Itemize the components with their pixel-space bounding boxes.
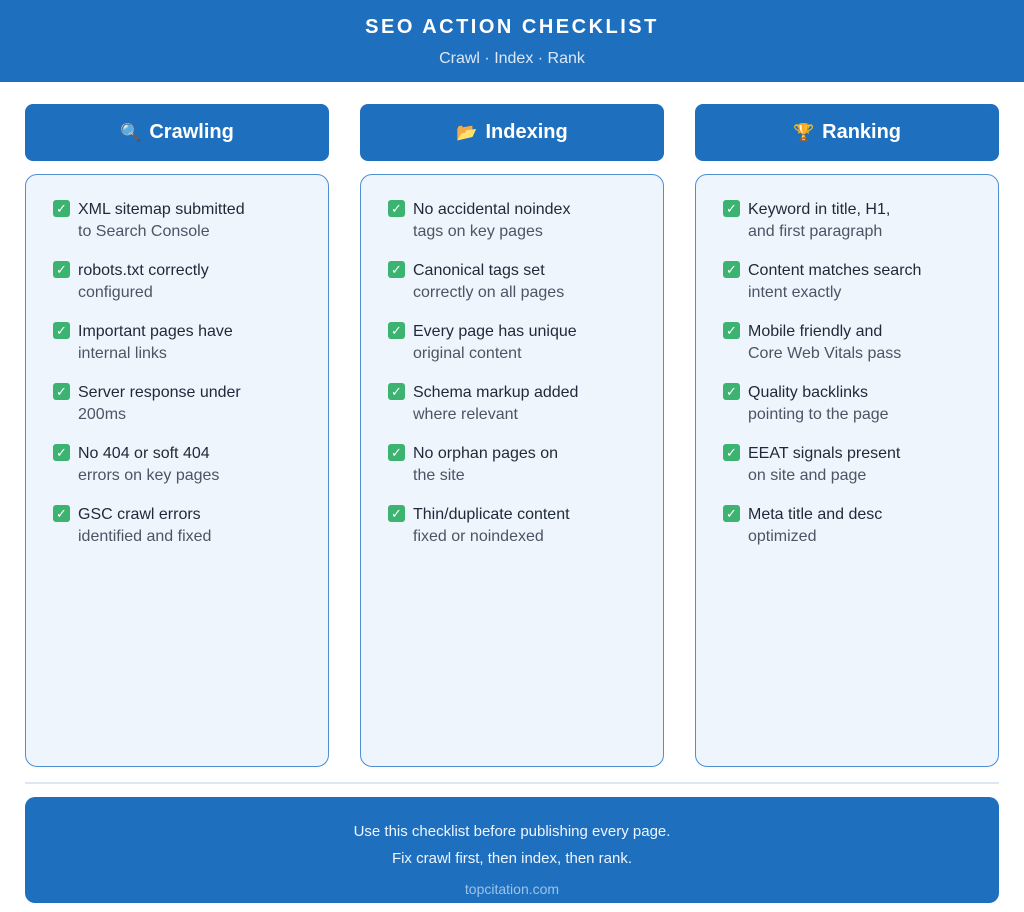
checkmark-icon: ✓ [388, 261, 405, 278]
column-panel-indexing [360, 174, 664, 767]
checklist-item-line-2: the site [413, 466, 465, 484]
checklist-item-text [78, 199, 245, 242]
checkmark-icon: ✓ [388, 444, 405, 461]
magnifier-icon: 🔍 [120, 122, 142, 142]
checklist-item-text [748, 199, 890, 242]
checklist-item [53, 321, 318, 364]
checkmark-icon: ✓ [53, 505, 70, 522]
checkmark-icon: ✓ [53, 444, 70, 461]
checklist-item-text [78, 382, 241, 425]
checklist-item-line-1: Meta title and desc [748, 506, 883, 523]
checklist-item-line-2: where relevant [413, 405, 518, 423]
checklist-item-line-2: 200ms [78, 405, 127, 423]
checkmark-icon: ✓ [388, 200, 405, 217]
checklist-item-text [413, 443, 558, 486]
checklist-item-line-1: robots.txt correctly [78, 262, 209, 279]
checklist-item-line-1: Keyword in title, H1, [748, 201, 891, 218]
checklist-item-line-2: Core Web Vitals pass [748, 344, 902, 362]
checklist-item [388, 443, 653, 486]
checklist-item [388, 260, 653, 303]
checklist-item-text [748, 443, 900, 486]
checklist-item-text [413, 321, 577, 364]
checklist-item-line-1: No accidental noindex [413, 201, 571, 218]
checklist-item [723, 382, 988, 425]
checklist-item-line-2: intent exactly [748, 283, 842, 301]
checklist-item-line-2: pointing to the page [748, 405, 889, 423]
checkmark-icon: ✓ [723, 200, 740, 217]
checklist-item-line-2: tags on key pages [413, 222, 543, 240]
checklist-item-line-1: No orphan pages on [413, 445, 558, 462]
checklist-item-line-2: correctly on all pages [413, 283, 565, 301]
checklist-item-line-1: Content matches search [748, 262, 922, 279]
column-title: Indexing [485, 121, 568, 143]
checklist-item-line-1: GSC crawl errors [78, 506, 201, 523]
checkmark-icon: ✓ [723, 383, 740, 400]
checkmark-icon: ✓ [53, 383, 70, 400]
footer-line-2: Fix crawl first, then index, then rank. [391, 850, 633, 867]
checklist-item-text [78, 321, 233, 364]
footer-banner [25, 797, 999, 903]
checklist-item-line-2: fixed or noindexed [413, 527, 544, 545]
checklist-item [388, 199, 653, 242]
checklist-item-line-1: Thin/duplicate content [413, 506, 570, 523]
checkmark-icon: ✓ [388, 505, 405, 522]
checklist-item-line-1: EEAT signals present [748, 445, 901, 462]
checklist-item-text [78, 443, 219, 486]
checkmark-icon: ✓ [388, 322, 405, 339]
checklist-item-line-1: Quality backlinks [748, 384, 869, 401]
checklist-item-line-2: and first paragraph [748, 222, 883, 240]
checklist-item [723, 260, 988, 303]
checklist-item-line-2: configured [78, 283, 153, 301]
checklist-item [53, 443, 318, 486]
checklist-item-line-1: XML sitemap submitted [78, 201, 245, 218]
page-title: SEO ACTION CHECKLIST [365, 16, 659, 38]
column-panel-ranking [695, 174, 999, 767]
column-title: Ranking [822, 121, 902, 143]
checklist-item-text [78, 504, 211, 547]
checklist-item-text [413, 260, 564, 303]
checklist-item [723, 504, 988, 547]
checkmark-icon: ✓ [53, 200, 70, 217]
checklist-item-line-2: internal links [78, 344, 167, 362]
checklist-item-text [748, 260, 921, 303]
checklist-item-line-1: No 404 or soft 404 [78, 445, 210, 462]
checklist-item [53, 260, 318, 303]
checklist-item-line-2: identified and fixed [78, 527, 212, 545]
checklist-item-line-2: on site and page [748, 466, 867, 484]
checklist-item-line-1: Important pages have [78, 323, 233, 340]
checklist-item-line-2: errors on key pages [78, 466, 220, 484]
checklist-item-line-1: Canonical tags set [413, 262, 545, 279]
column-title: Crawling [149, 121, 234, 143]
checklist-item [388, 382, 653, 425]
checklist-item [53, 504, 318, 547]
checklist-item-line-2: to Search Console [78, 222, 210, 240]
checkmark-icon: ✓ [723, 322, 740, 339]
checklist-item [388, 504, 653, 547]
divider [25, 782, 999, 784]
checklist-item-text [748, 382, 889, 425]
checklist-item-text [413, 382, 578, 425]
footer-line-1: Use this checklist before publishing every page. [353, 823, 671, 840]
checklist-item [723, 443, 988, 486]
footer-credit: topcitation.com [464, 881, 560, 897]
page-subtitle: Crawl · Index · Rank [439, 50, 585, 67]
checklist-item-line-1: Every page has unique [413, 323, 577, 340]
checkmark-icon: ✓ [53, 261, 70, 278]
checklist-item-line-1: Server response under [78, 384, 241, 401]
checklist-item-text [78, 260, 209, 303]
checkmark-icon: ✓ [723, 444, 740, 461]
checklist-item-line-1: Mobile friendly and [748, 323, 883, 340]
checklist-item [723, 321, 988, 364]
checklist-item-line-2: optimized [748, 527, 817, 545]
checklist-item [723, 199, 988, 242]
checklist-item [388, 321, 653, 364]
header-banner [0, 0, 1024, 82]
checklist-item-text [413, 199, 570, 242]
checkmark-icon: ✓ [388, 383, 405, 400]
checklist-item [53, 199, 318, 242]
checklist-item-line-2: original content [413, 344, 522, 362]
checkmark-icon: ✓ [723, 505, 740, 522]
checklist-item-text [413, 504, 570, 547]
checklist-item [53, 382, 318, 425]
checkmark-icon: ✓ [723, 261, 740, 278]
checklist-item-line-1: Schema markup added [413, 384, 579, 401]
column-header-ranking [695, 104, 999, 161]
checkmark-icon: ✓ [53, 322, 70, 339]
checklist-item-text [748, 321, 901, 364]
trophy-icon: 🏆 [792, 122, 815, 142]
folder-icon: 📂 [456, 122, 478, 142]
checklist-item-text [748, 504, 882, 547]
column-header-crawling [25, 104, 329, 161]
column-panel-crawling [25, 174, 329, 767]
column-header-indexing [360, 104, 664, 161]
